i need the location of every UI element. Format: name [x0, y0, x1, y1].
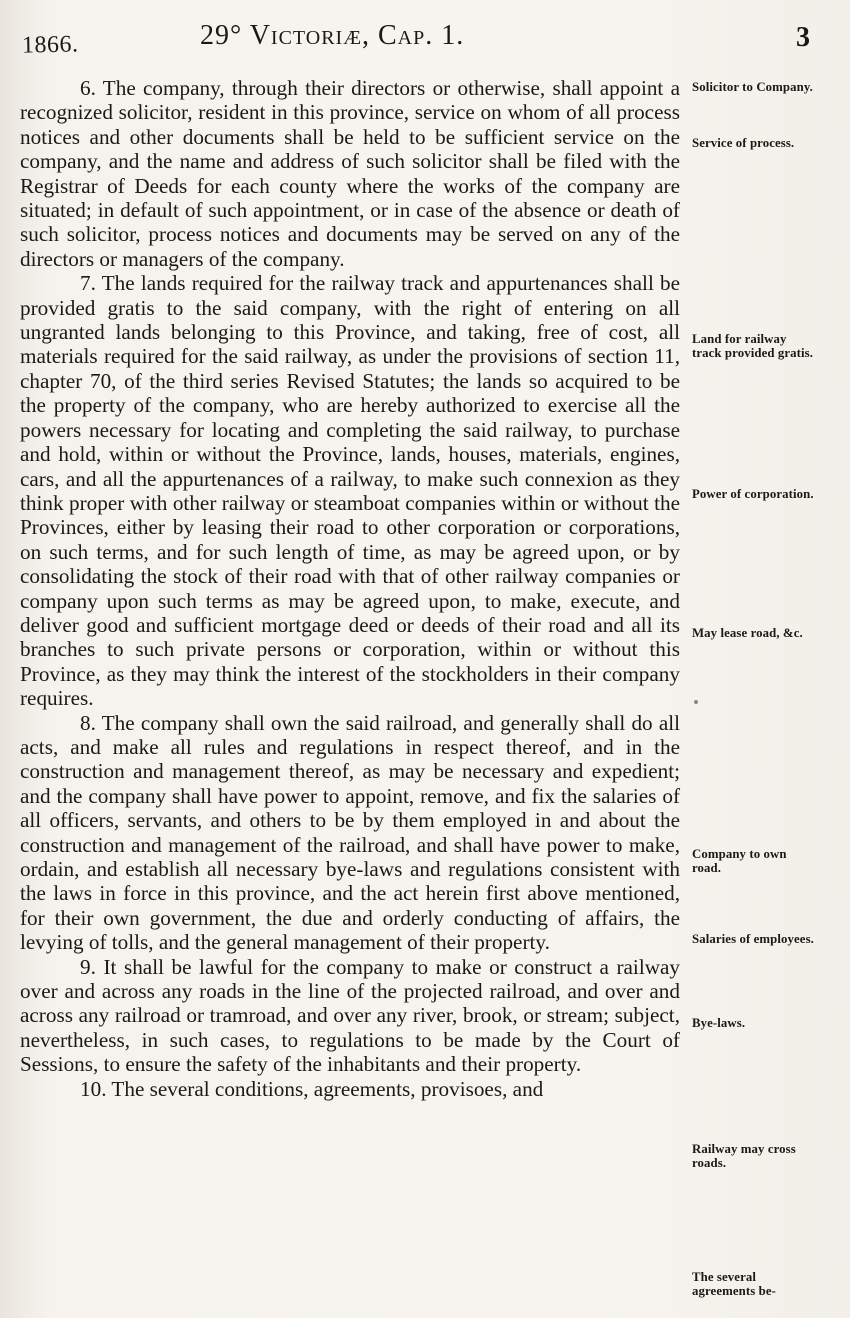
section-number: 10. — [80, 1076, 107, 1101]
section-number: 8. — [80, 710, 96, 735]
section-7 — [20, 271, 680, 710]
section-text: It shall be lawful for the company to make or construct a railway over and across any roads in the line of the projected railroad, and over and across any railroad or tramroad, and over any river, brook, or stream; subject, nevertheless, in such cases, to regulations to be made by the Court of Sessions, to ensure the safety of the inhabitants and their property. — [20, 954, 681, 1077]
section-number: 9. — [80, 954, 96, 979]
section-number: 6. — [80, 76, 96, 100]
margin-note-own-road: Company to own road. — [692, 847, 787, 875]
section-10 — [20, 1077, 680, 1101]
margin-note-salaries: Salaries of employees. — [692, 932, 814, 946]
section-text: The company shall own the said railroad, and generally shall do all acts, and make all rules and regulations in respect thereof, and in the construction and management thereof, as may be necessary and expedient; and the company shall have power to appoint, remove, and fix the salaries of all officers, servants, and others to be by them employed in and about the construction and management of the railroad, and shall have power to make, ordain, and establish all necessary bye-laws and regulations consistent with the laws in force in this province, and the act herein first above mentioned, for their own government, the due and orderly conducting of affairs, the levying of tolls, and the general management of their property. — [20, 710, 681, 955]
section-6 — [20, 76, 680, 271]
page-number: 3 — [796, 22, 810, 53]
margin-note-agreements: The several agreements be- — [692, 1270, 776, 1298]
margin-note-solicitor: Solicitor to Company. — [692, 80, 813, 94]
section-8 — [20, 711, 680, 955]
header-title: 29° Victoriæ, Cap. 1. — [200, 20, 465, 51]
header-year: 1866. — [21, 31, 79, 59]
statute-text — [20, 76, 680, 1101]
margin-note-cross-roads: Railway may cross roads. — [692, 1142, 796, 1170]
section-text: The company, through their directors or otherwise, shall appoint a recognized solicitor, resident in this province, service on whom of all process notices and other documents shall be held to be sufficient service on the company, and the name and address of such solicitor shall be filed with the Registrar of Deeds for each county where the works of the company are situated; in default of such appointment, or in case of the absence or death of such solicitor, process notices and documents may be served on any of the directors or managers of the company. — [20, 76, 680, 271]
margin-note-lease: May lease road, &c. — [692, 626, 803, 640]
section-number: 7. — [80, 271, 96, 296]
margin-note-service: Service of process. — [692, 136, 795, 150]
section-text: The lands required for the railway track and appurtenances shall be provided gratis to the said company, with the right of entering on all ungranted lands belonging to this Province, and taking, free of cost, all materials required for the said railway, as under the provisions of section 11, chapter 70, of the third series Revised Statutes; the lands so acquired to be the property of the company, who are hereby authorized to exercise all the powers necessary for locating and completing the said railway, to purchase and hold, within or without the Province, lands, houses, materials, engines, cars, and all the appurtenances of a railway, to make such connexion as they think proper with other railway or steamboat companies within or without the Provinces, either by leasing their road to other corporation or corporations, on such terms, and for such length of time, as may be agreed upon, or by consolidating the stock of their road with that of other railway companies or company upon such terms as may be agreed upon, to make, execute, and deliver good and sufficient mortgage deed or deeds of their road and all its branches to such private persons or corporation, within or without this Province, as they may think the interest of the stockholders in their company requires. — [20, 271, 681, 711]
margin-note-land: Land for railway track provided gratis. — [692, 332, 814, 360]
running-header — [22, 18, 810, 58]
margin-note-bye-laws: Bye-laws. — [692, 1016, 746, 1030]
margin-note-power: Power of corporation. — [692, 487, 814, 501]
section-9 — [20, 955, 680, 1077]
section-text: The several conditions, agreements, provisoes, and — [111, 1076, 544, 1101]
ink-speck — [694, 700, 698, 704]
